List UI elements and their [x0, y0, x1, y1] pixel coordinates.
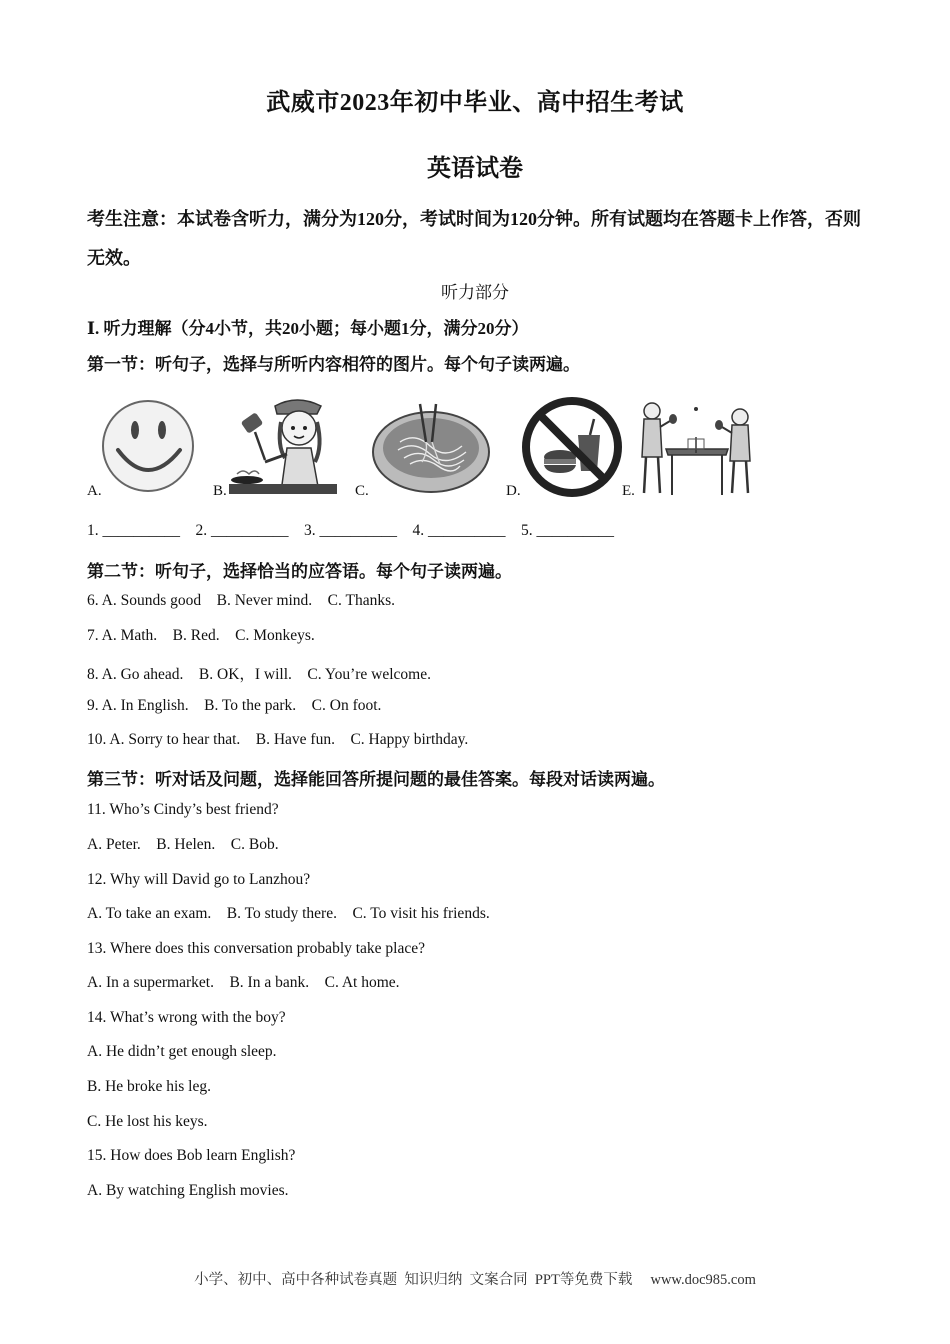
exam-notice: 考生注意：本试卷含听力，满分为120分，考试时间为120分钟。所有试题均在答题卡上作答，否则无效。 — [87, 209, 861, 268]
picture-label-b: B. — [213, 483, 227, 499]
question-11-options: A. Peter. B. Helen. C. Bob. — [87, 836, 279, 853]
question-7: 7. A. Math. B. Red. C. Monkeys. — [87, 627, 315, 644]
smiley-face-icon — [100, 398, 200, 498]
question-15-option-a: A. By watching English movies. — [87, 1182, 289, 1199]
question-12-options: A. To take an exam. B. To study there. C. To visit his friends. — [87, 905, 490, 922]
question-8: 8. A. Go ahead. B. OK，I will. C. You’re welcome. — [87, 666, 431, 683]
picture-label-c: C. — [355, 483, 369, 499]
section1-instructions: 第一节：听句子，选择与所听内容相符的图片。每个句子读两遍。 — [87, 355, 580, 374]
exam-subtitle: 英语试卷 — [427, 156, 523, 182]
page-footer: 小学、初中、高中各种试卷真题 知识归纳 文案合同 PPT等免费下载 www.doc985.com — [194, 1272, 756, 1288]
no-fast-food-sign-icon — [520, 395, 624, 499]
question-10: 10. A. Sorry to hear that. B. Have fun. C. Happy birthday. — [87, 731, 469, 748]
question-13-options: A. In a supermarket. B. In a bank. C. At home. — [87, 974, 400, 991]
bowl-of-noodles-icon — [370, 402, 492, 496]
question-12: 12. Why will David go to Lanzhou? — [87, 871, 311, 888]
picture-label-d: D. — [506, 483, 521, 499]
question-15: 15. How does Bob learn English? — [87, 1147, 296, 1164]
picture-label-a: A. — [87, 483, 102, 499]
exam-title: 武威市2023年初中毕业、高中招生考试 — [266, 90, 684, 116]
question-11: 11. Who’s Cindy’s best friend? — [87, 801, 279, 818]
question-14-option-a: A. He didn’t get enough sleep. — [87, 1043, 277, 1060]
section3-heading: 第三节：听对话及问题，选择能回答所提问题的最佳答案。每段对话读两遍。 — [87, 770, 665, 789]
part-title: 听力部分 — [441, 283, 509, 302]
question-14: 14. What’s wrong with the boy? — [87, 1009, 286, 1026]
picture-label-e: E. — [622, 483, 635, 499]
question-14-option-c: C. He lost his keys. — [87, 1113, 208, 1130]
table-tennis-players-icon — [636, 397, 760, 499]
section2-heading: 第二节：听句子，选择恰当的应答语。每个句子读两遍。 — [87, 562, 512, 581]
question-14-option-b: B. He broke his leg. — [87, 1078, 211, 1095]
question-6: 6. A. Sounds good B. Never mind. C. Thanks. — [87, 592, 395, 609]
section1-heading: Ⅰ. 听力理解（分4小节，共20小题；每小题1分，满分20分） — [87, 319, 529, 338]
question-9: 9. A. In English. B. To the park. C. On foot. — [87, 697, 382, 714]
answer-blanks: 1. __________ 2. __________ 3. __________ 4. __________ 5. __________ — [87, 522, 614, 539]
question-13: 13. Where does this conversation probably take place? — [87, 940, 426, 957]
girl-cooking-icon — [225, 392, 337, 498]
